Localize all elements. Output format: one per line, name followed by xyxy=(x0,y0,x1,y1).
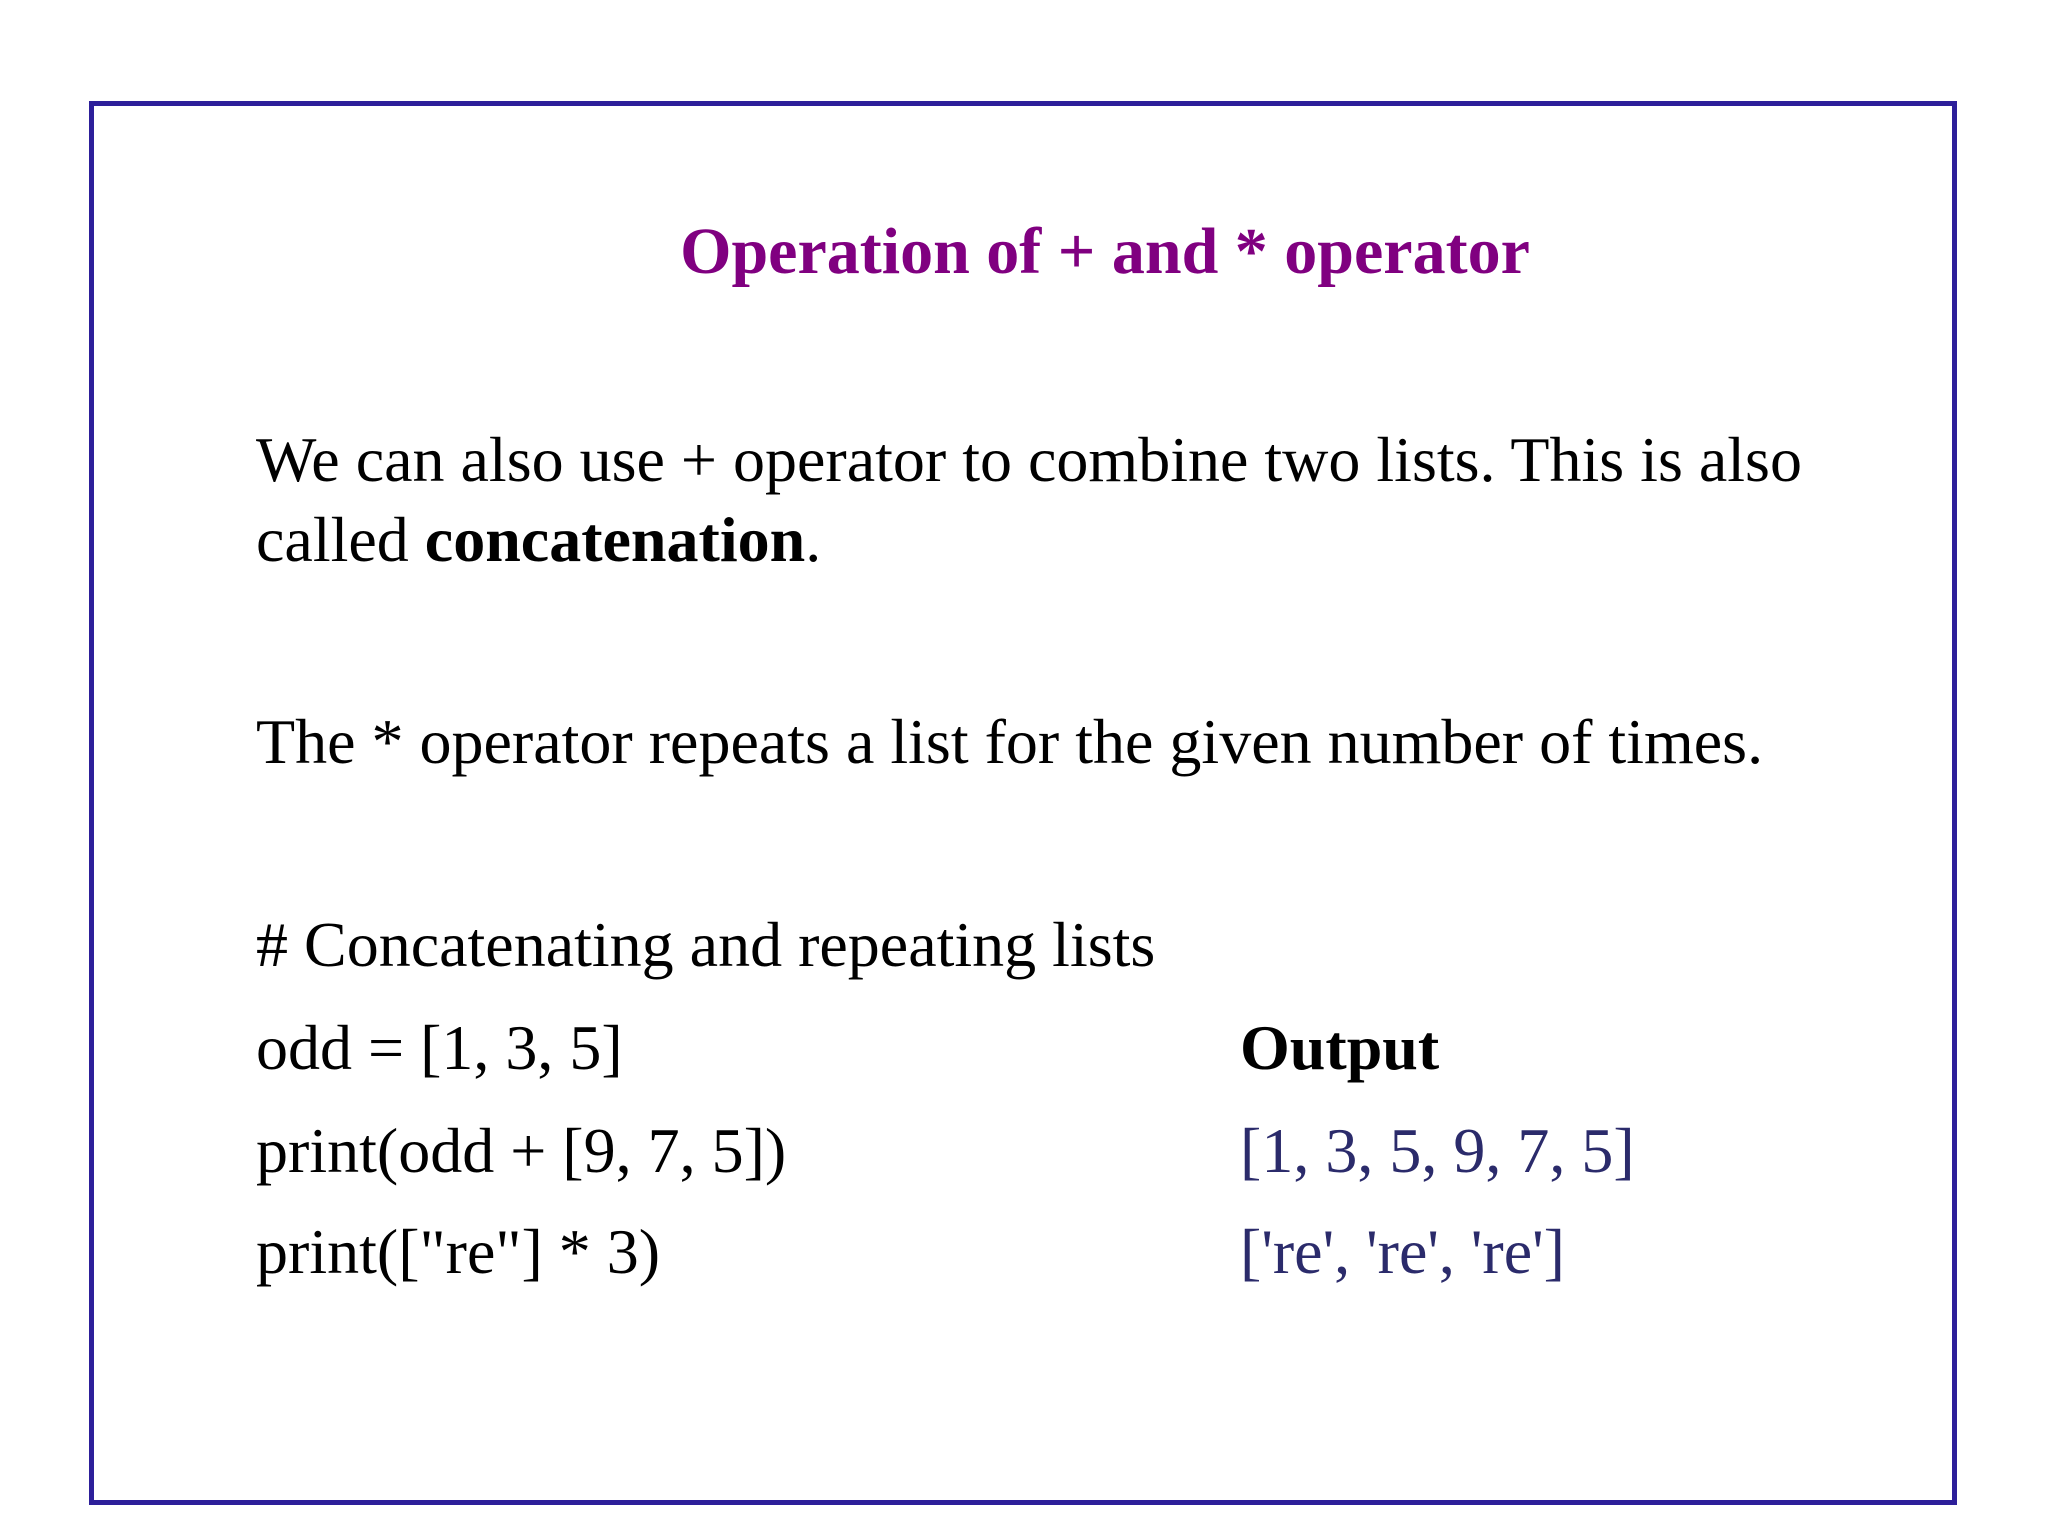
code-line-odd: odd = [1, 3, 5] xyxy=(256,1012,623,1083)
concatenation-paragraph xyxy=(256,420,1802,580)
concatenation-term: concatenation xyxy=(424,504,806,575)
code-line-concat: print(odd + [9, 7, 5]) xyxy=(256,1115,787,1186)
slide-title: Operation of + and * operator xyxy=(680,215,1530,288)
repeat-paragraph: The * operator repeats a list for the given number of times. xyxy=(256,706,1764,777)
slide-frame xyxy=(89,101,1957,1505)
code-comment: # Concatenating and repeating lists xyxy=(256,909,1156,980)
concatenation-line-2-prefix: called xyxy=(256,504,425,575)
concatenation-line-2-suffix: . xyxy=(805,504,822,575)
output-line-concat: [1, 3, 5, 9, 7, 5] xyxy=(1240,1115,1635,1186)
concatenation-line-1: We can also use + operator to combine two lists. This is also xyxy=(256,424,1802,495)
output-line-repeat: ['re', 're', 're'] xyxy=(1240,1216,1565,1287)
code-line-repeat: print(["re"] * 3) xyxy=(256,1216,661,1287)
output-heading: Output xyxy=(1240,1012,1440,1083)
